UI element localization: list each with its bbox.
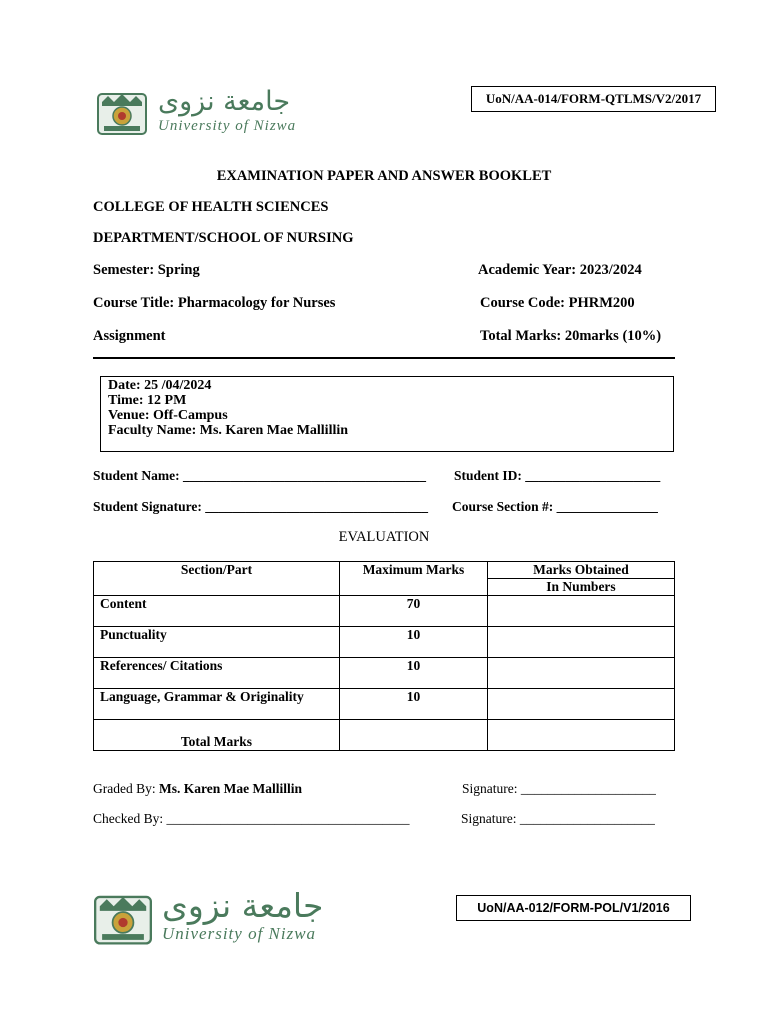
- university-emblem-icon: [92, 890, 154, 948]
- form-code-top-text: UoN/AA-014/FORM-QTLMS/V2/2017: [485, 91, 702, 106]
- form-code-bottom-text: UoN/AA-012/FORM-POL/V1/2016: [477, 901, 670, 915]
- total-obtained-cell[interactable]: [488, 720, 675, 751]
- table-row: [94, 658, 675, 689]
- row-max: 10: [340, 689, 488, 720]
- exam-time: Time: 12 PM: [108, 393, 187, 408]
- university-logo-bottom: [92, 886, 352, 950]
- total-label: Total Marks: [94, 720, 340, 751]
- row-obtained-cell[interactable]: [488, 689, 675, 720]
- signature-field-2[interactable]: Signature: ____________________: [461, 811, 655, 826]
- university-logo-top: [96, 88, 316, 140]
- total-marks: Total Marks: 20marks (10%): [480, 328, 662, 344]
- logo-arabic-text: جامعة نزوى: [158, 86, 291, 117]
- col-max-header: Maximum Marks: [340, 562, 488, 596]
- col-section-header: Section/Part: [94, 562, 340, 596]
- row-obtained-cell[interactable]: [488, 658, 675, 689]
- table-row: [94, 689, 675, 720]
- student-signature-field[interactable]: Student Signature: _________________________________: [93, 499, 429, 514]
- course-section-field[interactable]: Course Section #: _______________: [452, 499, 658, 514]
- row-part: Punctuality: [94, 627, 340, 658]
- exam-date: Date: 25 /04/2024: [108, 378, 212, 393]
- graded-by-label: Graded By:: [93, 781, 156, 796]
- exam-venue: Venue: Off-Campus: [108, 408, 228, 423]
- faculty-name: Faculty Name: Ms. Karen Mae Mallillin: [108, 423, 349, 438]
- table-row: [94, 627, 675, 658]
- assessment-type: Assignment: [93, 328, 166, 344]
- academic-year: Academic Year: 2023/2024: [478, 262, 642, 278]
- form-code-top: [471, 86, 716, 112]
- logo-latin-text: University of Nizwa: [162, 924, 317, 943]
- graded-by: [93, 781, 302, 797]
- college-name: COLLEGE OF HEALTH SCIENCES: [93, 199, 329, 215]
- table-header-row: [94, 562, 675, 596]
- divider-line: [93, 357, 675, 359]
- grader-name: Ms. Karen Mae Mallillin: [158, 781, 302, 796]
- row-max: 10: [340, 658, 488, 689]
- university-emblem-icon: [96, 88, 148, 138]
- student-name-field[interactable]: Student Name: ____________________________________: [93, 468, 426, 483]
- row-obtained-cell[interactable]: [488, 596, 675, 627]
- row-part: References/ Citations: [94, 658, 340, 689]
- form-code-bottom: [456, 895, 691, 921]
- evaluation-table: [93, 561, 675, 751]
- evaluation-heading: EVALUATION: [338, 529, 430, 545]
- document-title: EXAMINATION PAPER AND ANSWER BOOKLET: [216, 168, 552, 184]
- row-max: 10: [340, 627, 488, 658]
- row-obtained-cell[interactable]: [488, 627, 675, 658]
- logo-latin-text: University of Nizwa: [158, 118, 297, 134]
- course-title: Course Title: Pharmacology for Nurses: [93, 295, 336, 311]
- col-obtained-header: [488, 562, 675, 596]
- row-part: Content: [94, 596, 340, 627]
- student-id-field[interactable]: Student ID: ____________________: [454, 468, 661, 483]
- signature-field-1[interactable]: Signature: ____________________: [462, 781, 656, 796]
- exam-info-box: [100, 376, 674, 452]
- course-code: Course Code: PHRM200: [480, 295, 635, 311]
- total-max-cell: [340, 720, 488, 751]
- department-name: DEPARTMENT/SCHOOL OF NURSING: [93, 230, 354, 246]
- table-total-row: [94, 720, 675, 751]
- checked-by-field[interactable]: Checked By: ____________________________________: [93, 811, 410, 826]
- col-obtained-line1: Marks Obtained: [488, 562, 674, 579]
- row-part: Language, Grammar & Originality: [94, 689, 340, 720]
- table-row: [94, 596, 675, 627]
- row-max: 70: [340, 596, 488, 627]
- col-obtained-line2: In Numbers: [546, 579, 616, 594]
- logo-arabic-text: جامعة نزوى: [162, 886, 324, 925]
- semester: Semester: Spring: [93, 262, 200, 278]
